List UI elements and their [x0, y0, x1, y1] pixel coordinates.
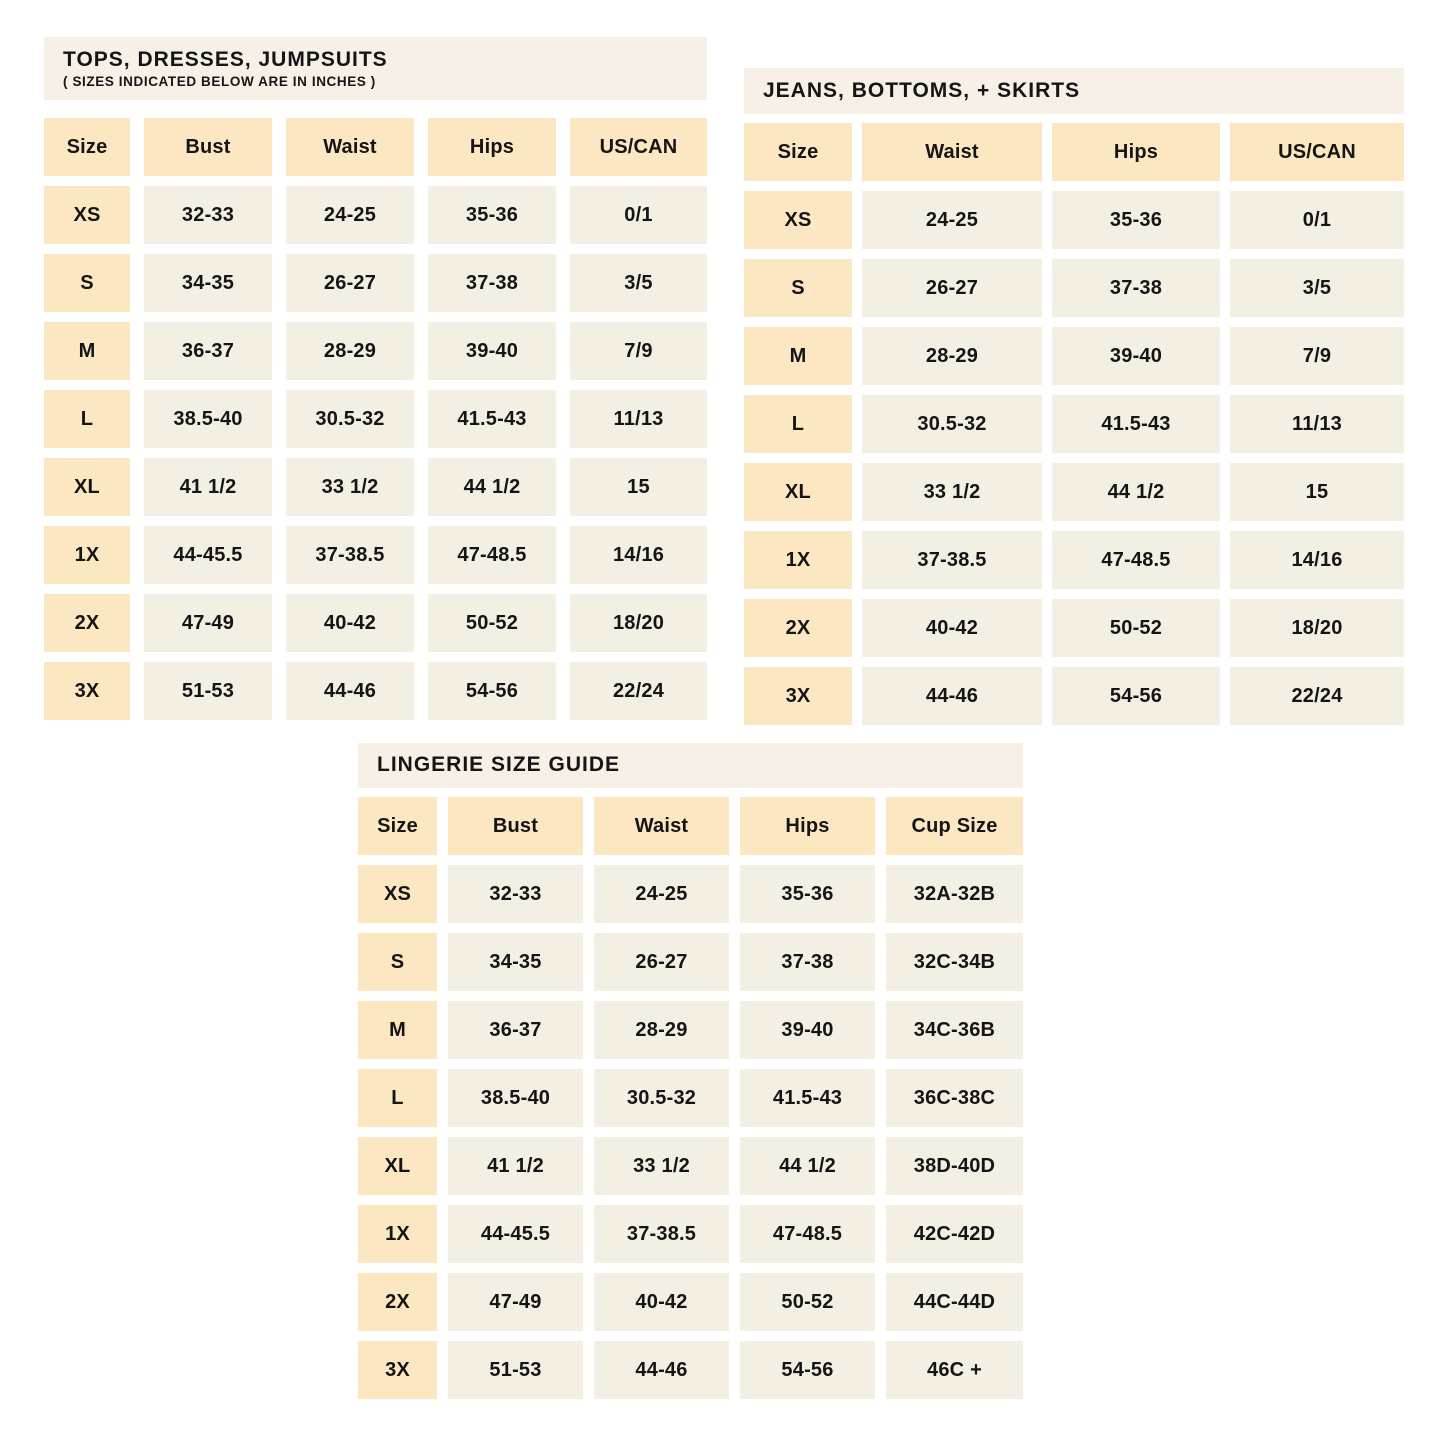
- jeans-row-l-waist-value: 30.5-32: [862, 395, 1042, 453]
- jeans-column-header-us-can: US/CAN: [1230, 123, 1404, 181]
- lingerie-row-2x-hips-value: 50-52: [740, 1273, 875, 1331]
- lingerie-row-s-cup-size-value: 32C-34B: [886, 933, 1023, 991]
- tops-row-3x-waist-value: 44-46: [286, 662, 414, 720]
- lingerie-row-1x-size-label: 1X: [358, 1205, 437, 1263]
- lingerie-column-header-waist: Waist: [594, 797, 729, 855]
- tops-table-subtitle: ( SIZES INDICATED BELOW ARE IN INCHES ): [63, 74, 376, 90]
- jeans-row-1x-hips-value: 47-48.5: [1052, 531, 1220, 589]
- lingerie-row-s-size-label: S: [358, 933, 437, 991]
- tops-table-title-bar: [44, 37, 707, 100]
- tops-row-2x-waist-value: 40-42: [286, 594, 414, 652]
- tops-row-1x-hips-value: 47-48.5: [428, 526, 556, 584]
- tops-row-1x-size-label: 1X: [44, 526, 130, 584]
- tops-row-l-bust-value: 38.5-40: [144, 390, 272, 448]
- tops-row-2x-size-label: 2X: [44, 594, 130, 652]
- lingerie-row-1x-bust-value: 44-45.5: [448, 1205, 583, 1263]
- lingerie-row-3x-cup-size-value: 46C +: [886, 1341, 1023, 1399]
- jeans-row-s-size-label: S: [744, 259, 852, 317]
- lingerie-row-2x-cup-size-value: 44C-44D: [886, 1273, 1023, 1331]
- lingerie-column-header-bust: Bust: [448, 797, 583, 855]
- tops-row-m-hips-value: 39-40: [428, 322, 556, 380]
- jeans-row-s-waist-value: 26-27: [862, 259, 1042, 317]
- jeans-row-xs-size-label: XS: [744, 191, 852, 249]
- lingerie-row-3x-size-label: 3X: [358, 1341, 437, 1399]
- lingerie-row-3x-bust-value: 51-53: [448, 1341, 583, 1399]
- lingerie-row-m-waist-value: 28-29: [594, 1001, 729, 1059]
- jeans-column-header-hips: Hips: [1052, 123, 1220, 181]
- lingerie-row-s-bust-value: 34-35: [448, 933, 583, 991]
- jeans-row-2x-us-can-value: 18/20: [1230, 599, 1404, 657]
- tops-row-1x-us-can-value: 14/16: [570, 526, 707, 584]
- jeans-table-grid: [744, 123, 1404, 725]
- jeans-row-xs-hips-value: 35-36: [1052, 191, 1220, 249]
- tops-column-header-size: Size: [44, 118, 130, 176]
- lingerie-row-s-hips-value: 37-38: [740, 933, 875, 991]
- tops-column-header-bust: Bust: [144, 118, 272, 176]
- tops-table-grid: [44, 118, 707, 720]
- lingerie-row-2x-waist-value: 40-42: [594, 1273, 729, 1331]
- lingerie-row-1x-waist-value: 37-38.5: [594, 1205, 729, 1263]
- tops-row-l-hips-value: 41.5-43: [428, 390, 556, 448]
- jeans-column-header-waist: Waist: [862, 123, 1042, 181]
- jeans-row-xs-waist-value: 24-25: [862, 191, 1042, 249]
- tops-row-xs-waist-value: 24-25: [286, 186, 414, 244]
- jeans-row-xl-waist-value: 33 1/2: [862, 463, 1042, 521]
- jeans-row-3x-size-label: 3X: [744, 667, 852, 725]
- lingerie-row-xl-cup-size-value: 38D-40D: [886, 1137, 1023, 1195]
- lingerie-row-xs-bust-value: 32-33: [448, 865, 583, 923]
- jeans-row-s-us-can-value: 3/5: [1230, 259, 1404, 317]
- tops-table-title: TOPS, DRESSES, JUMPSUITS: [63, 47, 388, 71]
- jeans-row-xs-us-can-value: 0/1: [1230, 191, 1404, 249]
- lingerie-row-m-size-label: M: [358, 1001, 437, 1059]
- tops-row-m-us-can-value: 7/9: [570, 322, 707, 380]
- lingerie-row-l-waist-value: 30.5-32: [594, 1069, 729, 1127]
- tops-row-m-size-label: M: [44, 322, 130, 380]
- jeans-bottoms-skirts-size-table: [744, 68, 1404, 725]
- tops-row-xl-us-can-value: 15: [570, 458, 707, 516]
- tops-row-xl-bust-value: 41 1/2: [144, 458, 272, 516]
- tops-row-s-hips-value: 37-38: [428, 254, 556, 312]
- jeans-row-2x-hips-value: 50-52: [1052, 599, 1220, 657]
- tops-row-3x-size-label: 3X: [44, 662, 130, 720]
- lingerie-row-3x-waist-value: 44-46: [594, 1341, 729, 1399]
- tops-row-3x-hips-value: 54-56: [428, 662, 556, 720]
- jeans-row-1x-size-label: 1X: [744, 531, 852, 589]
- lingerie-row-m-hips-value: 39-40: [740, 1001, 875, 1059]
- jeans-table-title: JEANS, BOTTOMS, + SKIRTS: [763, 78, 1081, 102]
- lingerie-row-xl-size-label: XL: [358, 1137, 437, 1195]
- tops-row-s-waist-value: 26-27: [286, 254, 414, 312]
- lingerie-row-2x-size-label: 2X: [358, 1273, 437, 1331]
- lingerie-table-title: LINGERIE SIZE GUIDE: [377, 753, 621, 777]
- tops-dresses-jumpsuits-size-table: [44, 37, 707, 720]
- tops-row-2x-bust-value: 47-49: [144, 594, 272, 652]
- tops-row-s-size-label: S: [44, 254, 130, 312]
- lingerie-row-l-cup-size-value: 36C-38C: [886, 1069, 1023, 1127]
- jeans-row-xl-hips-value: 44 1/2: [1052, 463, 1220, 521]
- tops-row-3x-bust-value: 51-53: [144, 662, 272, 720]
- lingerie-row-m-bust-value: 36-37: [448, 1001, 583, 1059]
- tops-row-xl-size-label: XL: [44, 458, 130, 516]
- lingerie-size-guide-table: [358, 743, 1023, 1399]
- lingerie-row-xs-waist-value: 24-25: [594, 865, 729, 923]
- jeans-row-m-hips-value: 39-40: [1052, 327, 1220, 385]
- tops-row-m-waist-value: 28-29: [286, 322, 414, 380]
- jeans-row-2x-size-label: 2X: [744, 599, 852, 657]
- jeans-row-1x-us-can-value: 14/16: [1230, 531, 1404, 589]
- tops-row-1x-waist-value: 37-38.5: [286, 526, 414, 584]
- lingerie-row-m-cup-size-value: 34C-36B: [886, 1001, 1023, 1059]
- jeans-row-2x-waist-value: 40-42: [862, 599, 1042, 657]
- tops-row-2x-us-can-value: 18/20: [570, 594, 707, 652]
- jeans-row-3x-waist-value: 44-46: [862, 667, 1042, 725]
- jeans-row-l-us-can-value: 11/13: [1230, 395, 1404, 453]
- tops-row-xs-us-can-value: 0/1: [570, 186, 707, 244]
- jeans-table-title-bar: [744, 68, 1404, 114]
- lingerie-row-xl-waist-value: 33 1/2: [594, 1137, 729, 1195]
- jeans-row-xl-size-label: XL: [744, 463, 852, 521]
- lingerie-row-l-hips-value: 41.5-43: [740, 1069, 875, 1127]
- tops-row-s-us-can-value: 3/5: [570, 254, 707, 312]
- lingerie-row-l-size-label: L: [358, 1069, 437, 1127]
- lingerie-column-header-hips: Hips: [740, 797, 875, 855]
- tops-row-l-size-label: L: [44, 390, 130, 448]
- lingerie-table-title-bar: [358, 743, 1023, 788]
- jeans-row-3x-us-can-value: 22/24: [1230, 667, 1404, 725]
- tops-row-xs-bust-value: 32-33: [144, 186, 272, 244]
- jeans-row-s-hips-value: 37-38: [1052, 259, 1220, 317]
- tops-column-header-us-can: US/CAN: [570, 118, 707, 176]
- jeans-column-header-size: Size: [744, 123, 852, 181]
- lingerie-row-l-bust-value: 38.5-40: [448, 1069, 583, 1127]
- lingerie-row-xl-bust-value: 41 1/2: [448, 1137, 583, 1195]
- jeans-row-1x-waist-value: 37-38.5: [862, 531, 1042, 589]
- tops-row-xs-size-label: XS: [44, 186, 130, 244]
- lingerie-row-xs-cup-size-value: 32A-32B: [886, 865, 1023, 923]
- tops-row-xl-waist-value: 33 1/2: [286, 458, 414, 516]
- lingerie-row-xl-hips-value: 44 1/2: [740, 1137, 875, 1195]
- tops-column-header-waist: Waist: [286, 118, 414, 176]
- jeans-row-xl-us-can-value: 15: [1230, 463, 1404, 521]
- tops-row-1x-bust-value: 44-45.5: [144, 526, 272, 584]
- jeans-row-m-size-label: M: [744, 327, 852, 385]
- lingerie-row-s-waist-value: 26-27: [594, 933, 729, 991]
- tops-row-s-bust-value: 34-35: [144, 254, 272, 312]
- lingerie-column-header-size: Size: [358, 797, 437, 855]
- tops-row-l-us-can-value: 11/13: [570, 390, 707, 448]
- lingerie-row-3x-hips-value: 54-56: [740, 1341, 875, 1399]
- lingerie-row-xs-size-label: XS: [358, 865, 437, 923]
- tops-row-m-bust-value: 36-37: [144, 322, 272, 380]
- lingerie-row-xs-hips-value: 35-36: [740, 865, 875, 923]
- tops-row-xl-hips-value: 44 1/2: [428, 458, 556, 516]
- lingerie-row-2x-bust-value: 47-49: [448, 1273, 583, 1331]
- lingerie-table-grid: [358, 797, 1023, 1399]
- jeans-row-m-waist-value: 28-29: [862, 327, 1042, 385]
- lingerie-row-1x-hips-value: 47-48.5: [740, 1205, 875, 1263]
- lingerie-column-header-cup-size: Cup Size: [886, 797, 1023, 855]
- jeans-row-l-hips-value: 41.5-43: [1052, 395, 1220, 453]
- jeans-row-l-size-label: L: [744, 395, 852, 453]
- tops-row-l-waist-value: 30.5-32: [286, 390, 414, 448]
- jeans-row-3x-hips-value: 54-56: [1052, 667, 1220, 725]
- jeans-row-m-us-can-value: 7/9: [1230, 327, 1404, 385]
- lingerie-row-1x-cup-size-value: 42C-42D: [886, 1205, 1023, 1263]
- tops-row-xs-hips-value: 35-36: [428, 186, 556, 244]
- tops-row-3x-us-can-value: 22/24: [570, 662, 707, 720]
- tops-column-header-hips: Hips: [428, 118, 556, 176]
- tops-row-2x-hips-value: 50-52: [428, 594, 556, 652]
